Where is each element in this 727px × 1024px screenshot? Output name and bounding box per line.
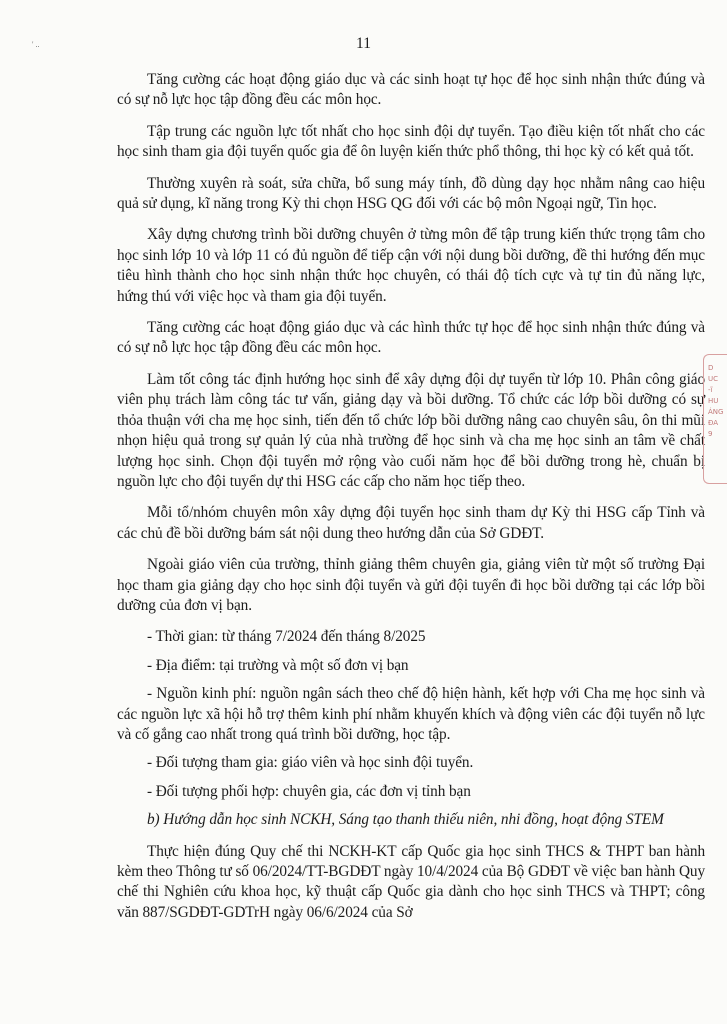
paragraph: Xây dựng chương trình bồi dưỡng chuyên ở từng môn để tập trung kiến thức trọng tâm cho học sinh lớp 10 và lớp 11 có đủ nguồn để tiếp cận với nội dung bồi dưỡng, đề thi hướng đến mục tiêu hình thành cho học sinh nhận thức học chuyên, có thái độ tích cực và tự tin đủ năng lực, hứng thú với việc học và tham gia đội tuyển. bbox=[117, 226, 705, 305]
corner-mark: ' .. bbox=[32, 40, 40, 49]
stamp-mark: D UC -ĩ HU ÁNG ĐA 9 bbox=[703, 354, 727, 484]
list-item-funding: - Nguồn kinh phí: nguồn ngân sách theo chế độ hiện hành, kết hợp với Cha mẹ học sinh và các nguồn lực xã hội hỗ trợ thêm kinh phí nhằm khuyến khích và động viên các đội tuyển nỗ lực và cố gắng cao nhất trong quá trình bồi dưỡng, học tập. bbox=[117, 685, 705, 743]
paragraph: Thường xuyên rà soát, sửa chữa, bổ sung máy tính, đồ dùng dạy học nhằm nâng cao hiệu quả sử dụng, kĩ năng trong Kỳ thi chọn HSG QG đối với các bộ môn Ngoại ngữ, Tin học. bbox=[117, 174, 705, 213]
list-item-location: - Địa điểm: tại trường và một số đơn vị bạn bbox=[147, 656, 409, 674]
paragraph: Mỗi tổ/nhóm chuyên môn xây dựng đội tuyển học sinh tham dự Kỳ thi HSG cấp Tỉnh và các chủ đề bồi dưỡng bám sát nội dung theo hướng dẫn của Sở GDĐT. bbox=[117, 504, 705, 542]
list-item-participants: - Đối tượng tham gia: giáo viên và học sinh đội tuyển. bbox=[147, 754, 474, 772]
section-heading: b) Hướng dẫn học sinh NCKH, Sáng tạo thanh thiếu niên, nhi đồng, hoạt động STEM bbox=[147, 811, 664, 829]
paragraph: Tăng cường các hoạt động giáo dục và các sinh hoạt tự học để học sinh nhận thức đúng và có sự nỗ lực học tập đồng đều các môn học. bbox=[117, 71, 705, 109]
list-item-time: - Thời gian: từ tháng 7/2024 đến tháng 8/2025 bbox=[147, 628, 426, 646]
paragraph: Thực hiện đúng Quy chế thi NCKH-KT cấp Quốc gia học sinh THCS & THPT ban hành kèm theo Thông tư số 06/2024/TT-BGDĐT ngày 10/4/2024 của Bộ GDĐT về việc ban hành Quy chế thi Nghiên cứu khoa học, kỹ thuật cấp Quốc gia dành cho học sinh THCS và THPT; công văn 887/SGDĐT-GDTrH ngày 06/6/2024 của Sở bbox=[117, 842, 705, 921]
paragraph: Tăng cường các hoạt động giáo dục và các hình thức tự học để học sinh nhận thức đúng và có sự nỗ lực học tập đồng đều các môn học. bbox=[117, 319, 705, 357]
paragraph: Ngoài giáo viên của trường, thỉnh giảng thêm chuyên gia, giảng viên từ một số trường Đại học tham gia giảng dạy cho học sinh đội tuyển và gửi đội tuyển đi học bồi dưỡng tại các lớp bồi dưỡng của đơn vị bạn. bbox=[117, 556, 705, 614]
paragraph: Tập trung các nguồn lực tốt nhất cho học sinh đội dự tuyển. Tạo điều kiện tốt nhất cho các học sinh tham gia đội tuyển quốc gia để ôn luyện kiến thức phổ thông, thi học kỳ có kết quả tốt. bbox=[117, 122, 705, 161]
document-body bbox=[117, 70, 705, 934]
page-number: 11 bbox=[356, 35, 371, 52]
list-item-partners: - Đối tượng phối hợp: chuyên gia, các đơn vị tỉnh bạn bbox=[147, 782, 471, 800]
paragraph: Làm tốt công tác định hướng học sinh để xây dựng đội dự tuyển từ lớp 10. Phân công giáo viên phụ trách làm công tác tư vấn, giảng dạy và bồi dưỡng. Tổ chức các lớp bồi dưỡng có sự thỏa thuận với cha mẹ học sinh, tiến đến tổ chức lớp bồi dưỡng nâng cao chuyên sâu, ôn thi mũi nhọn hiệu quả trong sự quản lý của nhà trường để học sinh và cha mẹ học sinh an tâm về chất lượng học sinh. Chọn đội tuyển mở rộng vào cuối năm học để bồi dưỡng trong hè, chuẩn bị nguồn lực cho đội tuyển dự thi HSG các cấp cho năm học tiếp theo. bbox=[117, 370, 705, 490]
